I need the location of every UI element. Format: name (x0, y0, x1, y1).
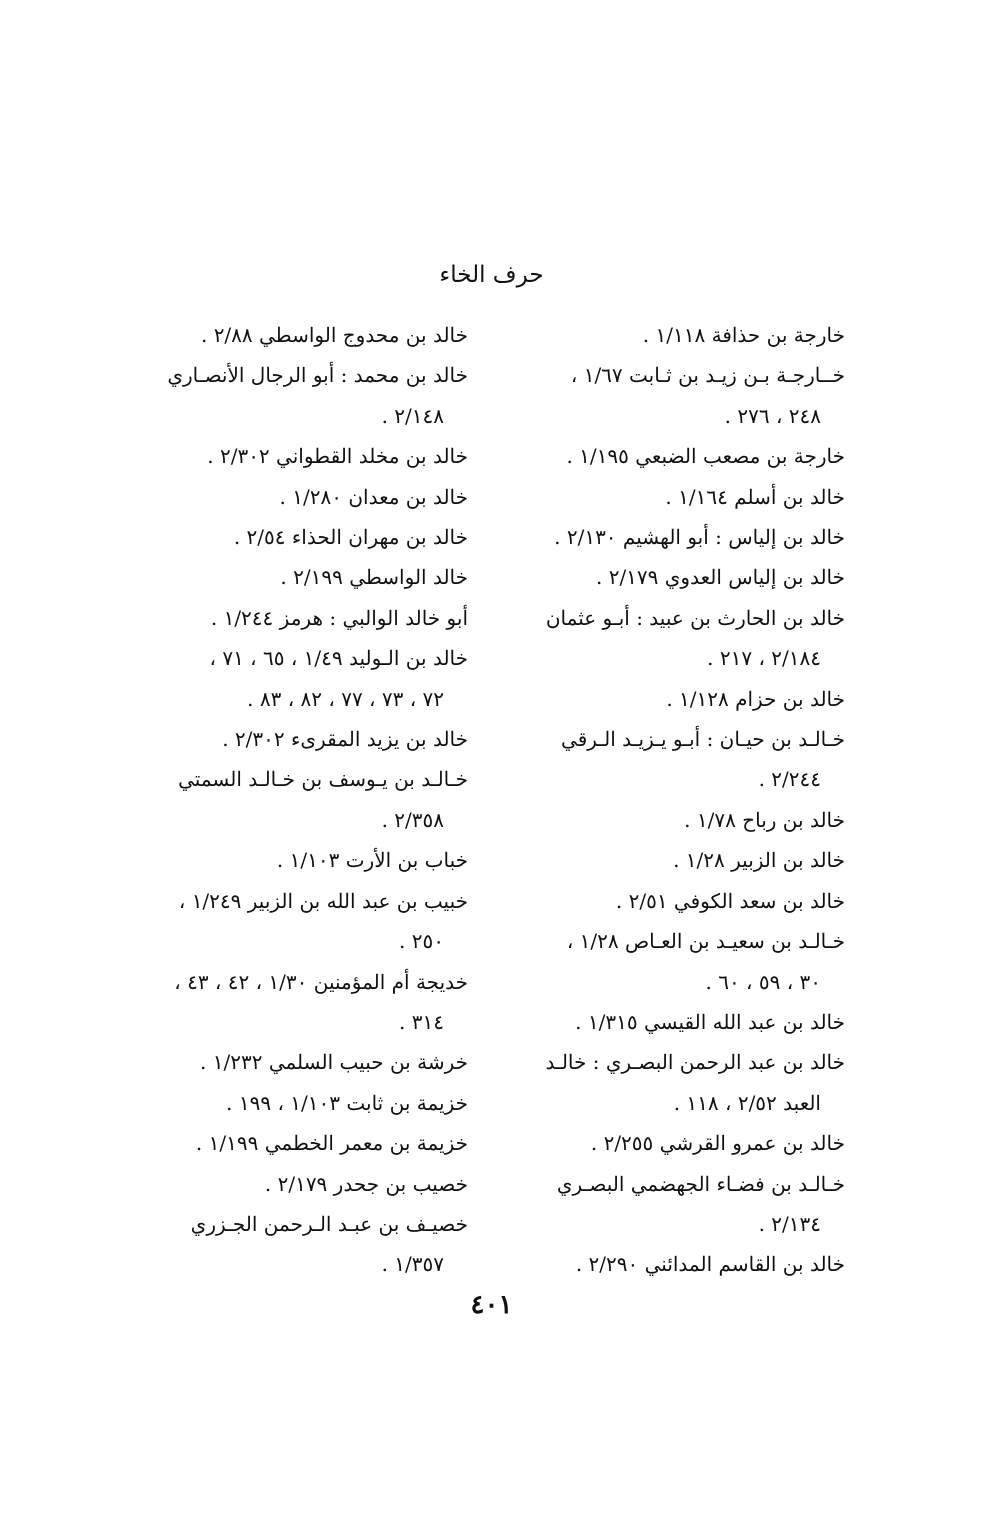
index-entry (133, 598, 468, 638)
index-entry (510, 557, 845, 597)
entry-text: خالد بن محدوج الواسطي ٢/٨٨ . (200, 323, 468, 347)
entry-continuation: ٢٤٨ ، ٢٧٦ . (724, 403, 821, 428)
page-number: ٤٠١ (470, 1290, 513, 1320)
entry-text: خارجة بن حذافة ١/١١٨ . (642, 323, 845, 347)
index-entry (133, 638, 468, 719)
index-entry (510, 1244, 845, 1284)
index-entry (133, 355, 468, 436)
index-entry (510, 1164, 845, 1245)
entry-text: خالد بن يزيد المقرىء ٢/٣٠٢ . (222, 727, 468, 752)
index-entry (510, 436, 845, 476)
entry-text: خرشة بن حبيب السلمي ١/٢٣٢ . (200, 1050, 468, 1075)
index-entry (510, 800, 845, 840)
entry-continuation: ٢/١٨٤ ، ٢١٧ . (707, 646, 821, 671)
index-entry (133, 881, 468, 962)
index-entry (510, 355, 845, 436)
entry-text: خالد بن الحارث بن عبيد : أبـو عثمان (545, 605, 845, 630)
entry-text: خالد بن سعد الكوفي ٢/٥١ . (615, 888, 845, 913)
entry-text: أبو خالد الوالبي : هرمز ١/٢٤٤ . (210, 605, 468, 630)
entry-text: خالد بن الزبير ١/٢٨ . (673, 848, 845, 873)
entry-text: خديجة أم المؤمنين ١/٣٠ ، ٤٢ ، ٤٣ ، (174, 969, 468, 994)
entry-text: خـالـد بن حيـان : أبـو يـزيـد الـرقي (561, 727, 845, 752)
entry-continuation: ٣١٤ . (399, 1009, 444, 1034)
index-entry (133, 477, 468, 517)
index-entry (510, 1042, 845, 1123)
index-entry (510, 1002, 845, 1042)
entry-text: خـالـد بن سعيـد بن العـاص ١/٢٨ ، (566, 929, 845, 954)
index-entry (133, 719, 468, 759)
entry-text: خــارجـة بـن زيـد بن ثـابت ١/٦٧ ، (570, 363, 845, 388)
entry-text: خالد بن حزام ١/١٢٨ . (666, 686, 845, 711)
entry-text: خزيمة بن معمر الخطمي ١/١٩٩ . (195, 1131, 468, 1156)
entry-continuation: ١/٣٥٧ . (381, 1252, 444, 1277)
entry-text: خالد بن عمرو القرشي ٢/٢٥٥ . (590, 1131, 845, 1156)
entry-continuation: ٢/٢٤٤ . (758, 767, 821, 792)
entry-text: خالد بن إلياس العدوي ٢/١٧٩ . (595, 565, 845, 590)
entry-text: خالد بن القاسم المدائني ٢/٢٩٠ . (575, 1252, 845, 1277)
index-entry (133, 315, 468, 355)
entry-text: خالد بن إلياس : أبو الهشيم ٢/١٣٠ . (554, 525, 845, 550)
entry-continuation: ٢/٣٥٨ . (381, 807, 444, 832)
entry-continuation: ٣٠ ، ٥٩ ، ٦٠ . (705, 969, 821, 994)
index-column-left (133, 315, 468, 1285)
index-entry (510, 477, 845, 517)
index-entry (510, 1123, 845, 1163)
index-entry (133, 1042, 468, 1082)
entry-text: خـالـد بن فضـاء الجهضمي البصـري (556, 1171, 845, 1196)
index-entry (510, 840, 845, 880)
index-entry (133, 517, 468, 557)
entry-text: خالد بن أسلم ١/١٦٤ . (665, 484, 845, 509)
entry-text: خالد بن مهران الحذاء ٢/٥٤ . (233, 525, 468, 550)
entry-text: خبيب بن عبد الله بن الزبير ١/٢٤٩ ، (178, 888, 468, 913)
entry-text: خالد بن عبد الرحمن البصـري : خالـد (545, 1050, 845, 1075)
entry-text: خالد بن عبد الله القيسي ١/٣١٥ . (575, 1009, 845, 1034)
index-column-right (510, 315, 845, 1285)
entry-text: خالد الواسطي ٢/١٩٩ . (280, 565, 468, 590)
entry-text: خزيمة بن ثابت ١/١٠٣ ، ١٩٩ . (226, 1090, 468, 1115)
entry-text: خارجة بن مصعب الضبعي ١/١٩٥ . (566, 444, 845, 469)
index-entry (133, 1123, 468, 1163)
entry-continuation: ٢/١٣٤ . (758, 1211, 821, 1236)
entry-text: خصيب بن جحدر ٢/١٧٩ . (264, 1171, 468, 1196)
index-entry (133, 436, 468, 476)
entry-text: خباب بن الأرت ١/١٠٣ . (276, 848, 468, 873)
index-entry (510, 921, 845, 1002)
index-entry (510, 719, 845, 800)
index-entry (510, 517, 845, 557)
entry-text: خالد بن محمد : أبو الرجال الأنصـاري (167, 363, 468, 388)
index-entry (133, 557, 468, 597)
index-entry (133, 1083, 468, 1123)
index-entry (133, 759, 468, 840)
page-heading: حرف الخاء (439, 262, 544, 288)
entry-text: خالد بن الـوليد ١/٤٩ ، ٦٥ ، ٧١ ، (209, 646, 468, 671)
index-entry (510, 881, 845, 921)
entry-continuation: ٢٥٠ . (399, 929, 444, 954)
index-entry (510, 679, 845, 719)
entry-continuation: ٢/١٤٨ . (381, 403, 444, 428)
index-entry (510, 598, 845, 679)
index-entry (133, 840, 468, 880)
index-entry (133, 962, 468, 1043)
index-entry (133, 1204, 468, 1285)
entry-text: خالد بن معدان ١/٢٨٠ . (279, 484, 468, 509)
index-entry (133, 1164, 468, 1204)
entry-continuation: ٧٢ ، ٧٣ ، ٧٧ ، ٨٢ ، ٨٣ . (247, 686, 444, 711)
entry-text: خالد بن مخلد القطواني ٢/٣٠٢ . (207, 444, 468, 469)
index-entry (510, 315, 845, 355)
entry-text: خـالـد بن يـوسف بن خـالـد السمتي (178, 767, 468, 792)
entry-text: خصيـف بن عبـد الـرحمن الجـزري (190, 1211, 468, 1236)
entry-text: خالد بن رباح ١/٧٨ . (684, 807, 845, 832)
entry-continuation: العبد ٢/٥٢ ، ١١٨ . (673, 1090, 821, 1115)
